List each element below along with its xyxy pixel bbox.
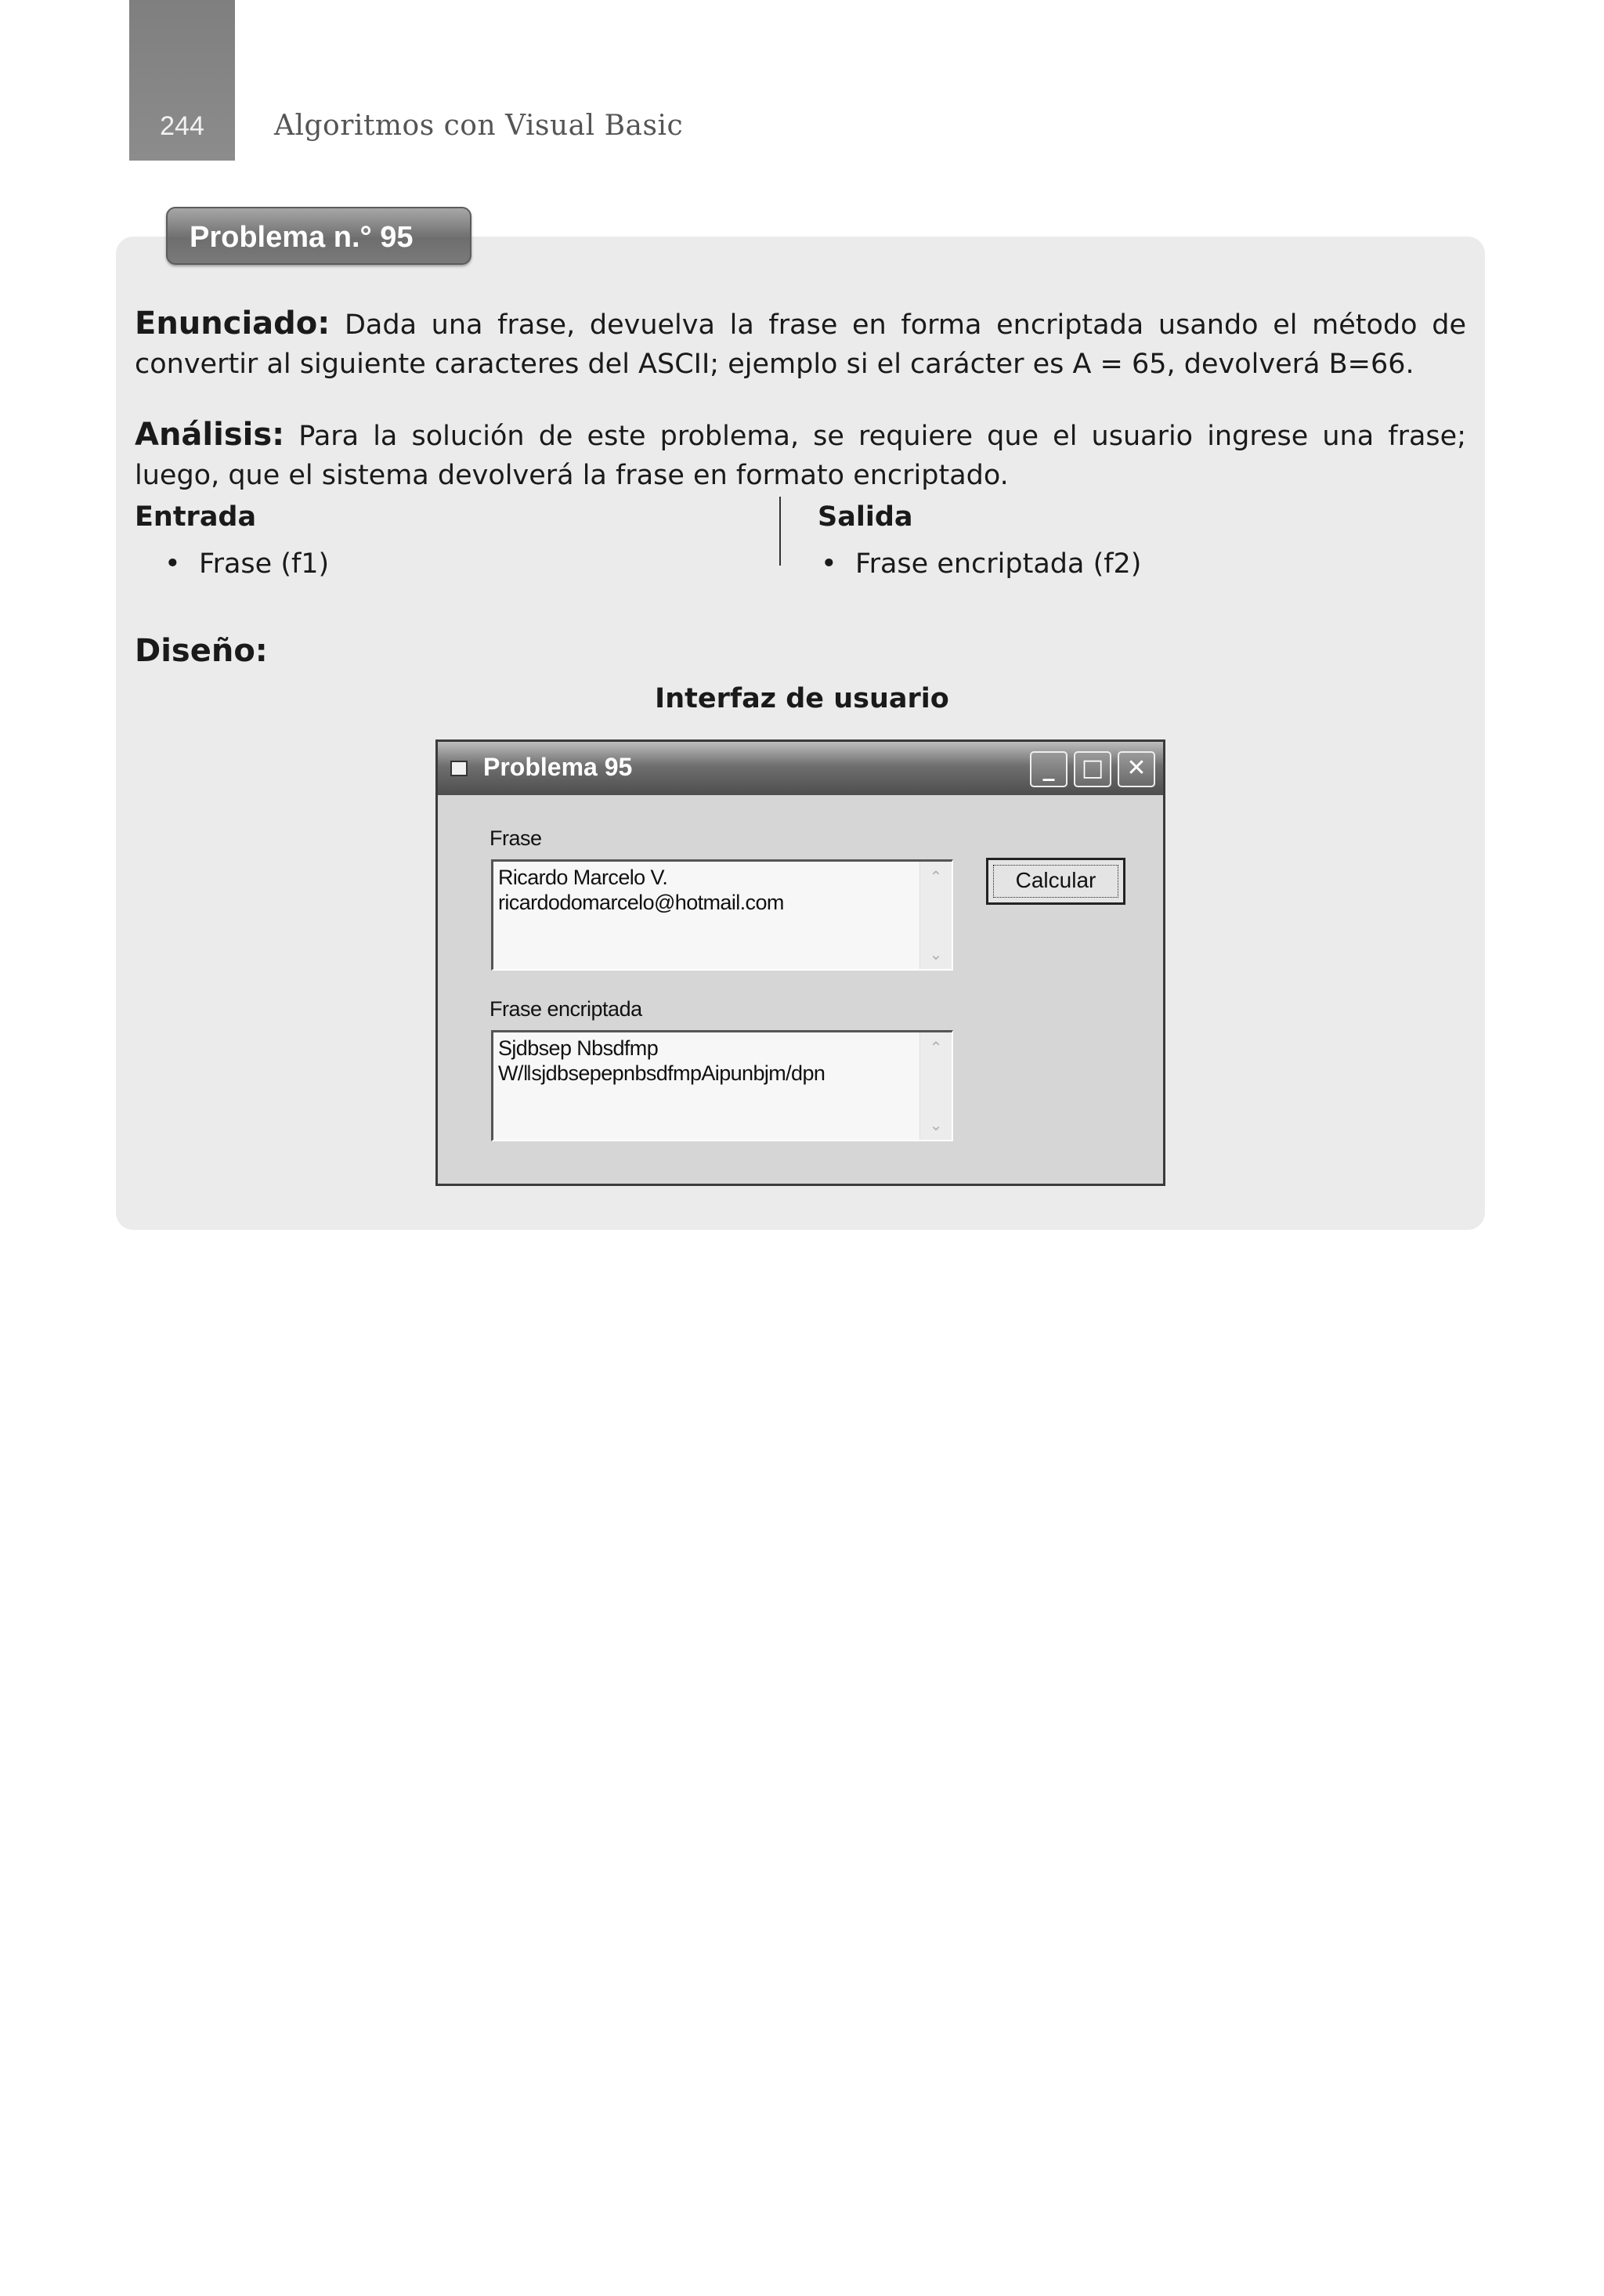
frase-textbox[interactable] [491, 859, 953, 971]
salida-item: Frase encriptada (f2) [855, 548, 1142, 580]
analisis-label: Análisis: [135, 417, 285, 453]
analisis-paragraph [135, 415, 1466, 495]
enunciado-paragraph [135, 304, 1466, 384]
scroll-up-icon[interactable]: ⌃ [929, 867, 943, 886]
frase-encriptada-textbox[interactable] [491, 1030, 953, 1141]
bullet-icon: • [821, 548, 837, 580]
close-icon[interactable]: ✕ [1118, 751, 1155, 787]
ui-caption: Interfaz de usuario [655, 683, 949, 714]
entrada-heading: Entrada [135, 501, 257, 533]
enunciado-text: Dada una frase, devuelva la frase en forma encriptada usando el método de convertir al siguiente caracteres del ASCII; ejemplo si el carácter es A = 65, devolverá B=66. [135, 309, 1466, 380]
minimize-icon[interactable]: _ [1030, 751, 1068, 787]
frase-encriptada-value: Sjdbsep Nbsdfmp W/‖sjdbsepepnbsdfmpAipunbjm/dpn [498, 1036, 825, 1085]
scroll-down-icon[interactable]: ⌄ [929, 1115, 943, 1134]
frase-scrollbar[interactable] [919, 862, 952, 969]
calcular-label: Calcular [993, 865, 1118, 898]
maximize-icon[interactable]: □ [1074, 751, 1111, 787]
book-title: Algoritmos con Visual Basic [274, 110, 684, 142]
frase-encriptada-label: Frase encriptada [490, 997, 642, 1021]
column-divider [779, 497, 781, 566]
bullet-icon: • [164, 548, 181, 580]
vb-window [435, 739, 1165, 1186]
scroll-up-icon[interactable]: ⌃ [929, 1038, 943, 1057]
frase-label: Frase [490, 826, 542, 850]
app-icon [450, 761, 468, 776]
encriptada-scrollbar[interactable] [919, 1032, 952, 1140]
analisis-text: Para la solución de este problema, se requiere que el usuario ingrese una frase; luego, que el sistema devolverá la frase en formato encriptado. [135, 421, 1466, 491]
page-number: 244 [160, 111, 204, 141]
diseno-heading: Diseño: [135, 633, 268, 669]
problem-badge: Problema n.° 95 [166, 207, 471, 265]
window-title: Problema 95 [483, 753, 633, 781]
window-titlebar[interactable] [438, 742, 1163, 795]
salida-heading: Salida [818, 501, 913, 533]
frase-value: Ricardo Marcelo V. ricardodomarcelo@hotmail.com [498, 866, 784, 914]
entrada-item: Frase (f1) [199, 548, 330, 580]
entrada-bullet [164, 548, 329, 580]
salida-bullet [821, 548, 1141, 580]
calcular-button[interactable] [986, 858, 1125, 905]
enunciado-label: Enunciado: [135, 306, 331, 342]
scroll-down-icon[interactable]: ⌄ [929, 945, 943, 964]
